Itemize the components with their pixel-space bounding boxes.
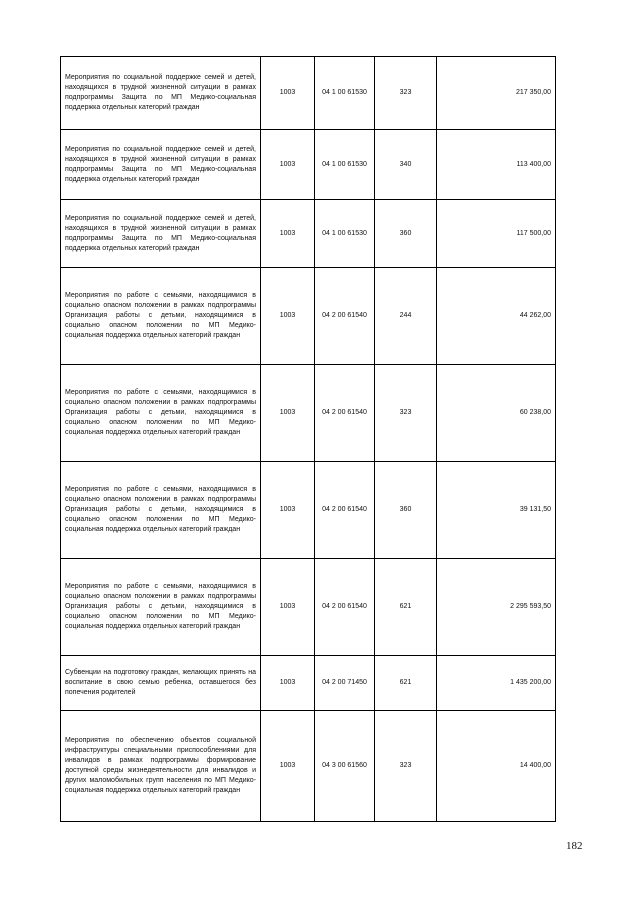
row-target-code: 04 1 00 61530 bbox=[315, 200, 375, 268]
table-row bbox=[61, 268, 556, 365]
row-description: Мероприятия по работе с семьями, находящимися в социально опасном положении в рамках подпрограммы Организация работы с детьми, находящимися в социально опасном положении по МП Медико-социальная поддержка отдельных категорий граждан bbox=[61, 268, 261, 365]
row-amount: 1 435 200,00 bbox=[437, 656, 556, 711]
budget-table bbox=[60, 56, 556, 822]
table-row bbox=[61, 711, 556, 822]
row-amount: 44 262,00 bbox=[437, 268, 556, 365]
row-description: Мероприятия по работе с семьями, находящимися в социально опасном положении в рамках подпрограммы Организация работы с детьми, находящимися в социально опасном положении по МП Медико-социальная поддержка отдельных категорий граждан bbox=[61, 559, 261, 656]
row-target-code: 04 2 00 61540 bbox=[315, 365, 375, 462]
row-amount: 217 350,00 bbox=[437, 57, 556, 130]
row-target-code: 04 3 00 61560 bbox=[315, 711, 375, 822]
table-row bbox=[61, 462, 556, 559]
row-section-code: 1003 bbox=[261, 365, 315, 462]
row-section-code: 1003 bbox=[261, 130, 315, 200]
table-row bbox=[61, 57, 556, 130]
row-description: Мероприятия по социальной поддержке семей и детей, находящихся в трудной жизненной ситуации в рамках подпрограммы Защита по МП Медико-социальная поддержка отдельных категорий граждан bbox=[61, 130, 261, 200]
row-amount: 14 400,00 bbox=[437, 711, 556, 822]
row-description: Мероприятия по социальной поддержке семей и детей, находящихся в трудной жизненной ситуации в рамках подпрограммы Защита по МП Медико-социальная поддержка отдельных категорий граждан bbox=[61, 57, 261, 130]
table-row bbox=[61, 365, 556, 462]
row-section-code: 1003 bbox=[261, 57, 315, 130]
page-number: 182 bbox=[566, 840, 583, 852]
row-section-code: 1003 bbox=[261, 559, 315, 656]
row-section-code: 1003 bbox=[261, 268, 315, 365]
row-target-code: 04 2 00 61540 bbox=[315, 462, 375, 559]
row-expense-type: 244 bbox=[375, 268, 437, 365]
row-expense-type: 360 bbox=[375, 462, 437, 559]
row-expense-type: 323 bbox=[375, 57, 437, 130]
table-row bbox=[61, 559, 556, 656]
row-target-code: 04 2 00 71450 bbox=[315, 656, 375, 711]
row-expense-type: 621 bbox=[375, 656, 437, 711]
table-row bbox=[61, 130, 556, 200]
row-expense-type: 360 bbox=[375, 200, 437, 268]
row-target-code: 04 1 00 61530 bbox=[315, 57, 375, 130]
row-expense-type: 323 bbox=[375, 365, 437, 462]
row-description: Мероприятия по работе с семьями, находящимися в социально опасном положении в рамках подпрограммы Организация работы с детьми, находящимися в социально опасном положении по МП Медико-социальная поддержка отдельных категорий граждан bbox=[61, 462, 261, 559]
row-amount: 2 295 593,50 bbox=[437, 559, 556, 656]
row-description: Мероприятия по работе с семьями, находящимися в социально опасном положении в рамках подпрограммы Организация работы с детьми, находящимися в социально опасном положении по МП Медико-социальная поддержка отдельных категорий граждан bbox=[61, 365, 261, 462]
row-section-code: 1003 bbox=[261, 711, 315, 822]
row-description: Мероприятия по социальной поддержке семей и детей, находящихся в трудной жизненной ситуации в рамках подпрограммы Защита по МП Медико-социальная поддержка отдельных категорий граждан bbox=[61, 200, 261, 268]
row-expense-type: 323 bbox=[375, 711, 437, 822]
row-expense-type: 621 bbox=[375, 559, 437, 656]
row-amount: 113 400,00 bbox=[437, 130, 556, 200]
row-amount: 39 131,50 bbox=[437, 462, 556, 559]
row-target-code: 04 1 00 61530 bbox=[315, 130, 375, 200]
row-description: Мероприятия по обеспечению объектов социальной инфраструктуры специальными приспособлениями для инвалидов в рамках подпрограммы формирование доступной среды жизнедеятельности для инвалидов и других маломобильных групп населения по МП Медико-социальная поддержка отдельных категорий граждан bbox=[61, 711, 261, 822]
row-section-code: 1003 bbox=[261, 462, 315, 559]
row-description: Субвенции на подготовку граждан, желающих принять на воспитание в свою семью ребенка, оставшегося без попечения родителей bbox=[61, 656, 261, 711]
row-section-code: 1003 bbox=[261, 200, 315, 268]
row-target-code: 04 2 00 61540 bbox=[315, 268, 375, 365]
table-row bbox=[61, 656, 556, 711]
table-row bbox=[61, 200, 556, 268]
row-target-code: 04 2 00 61540 bbox=[315, 559, 375, 656]
row-amount: 117 500,00 bbox=[437, 200, 556, 268]
row-section-code: 1003 bbox=[261, 656, 315, 711]
row-amount: 60 238,00 bbox=[437, 365, 556, 462]
row-expense-type: 340 bbox=[375, 130, 437, 200]
